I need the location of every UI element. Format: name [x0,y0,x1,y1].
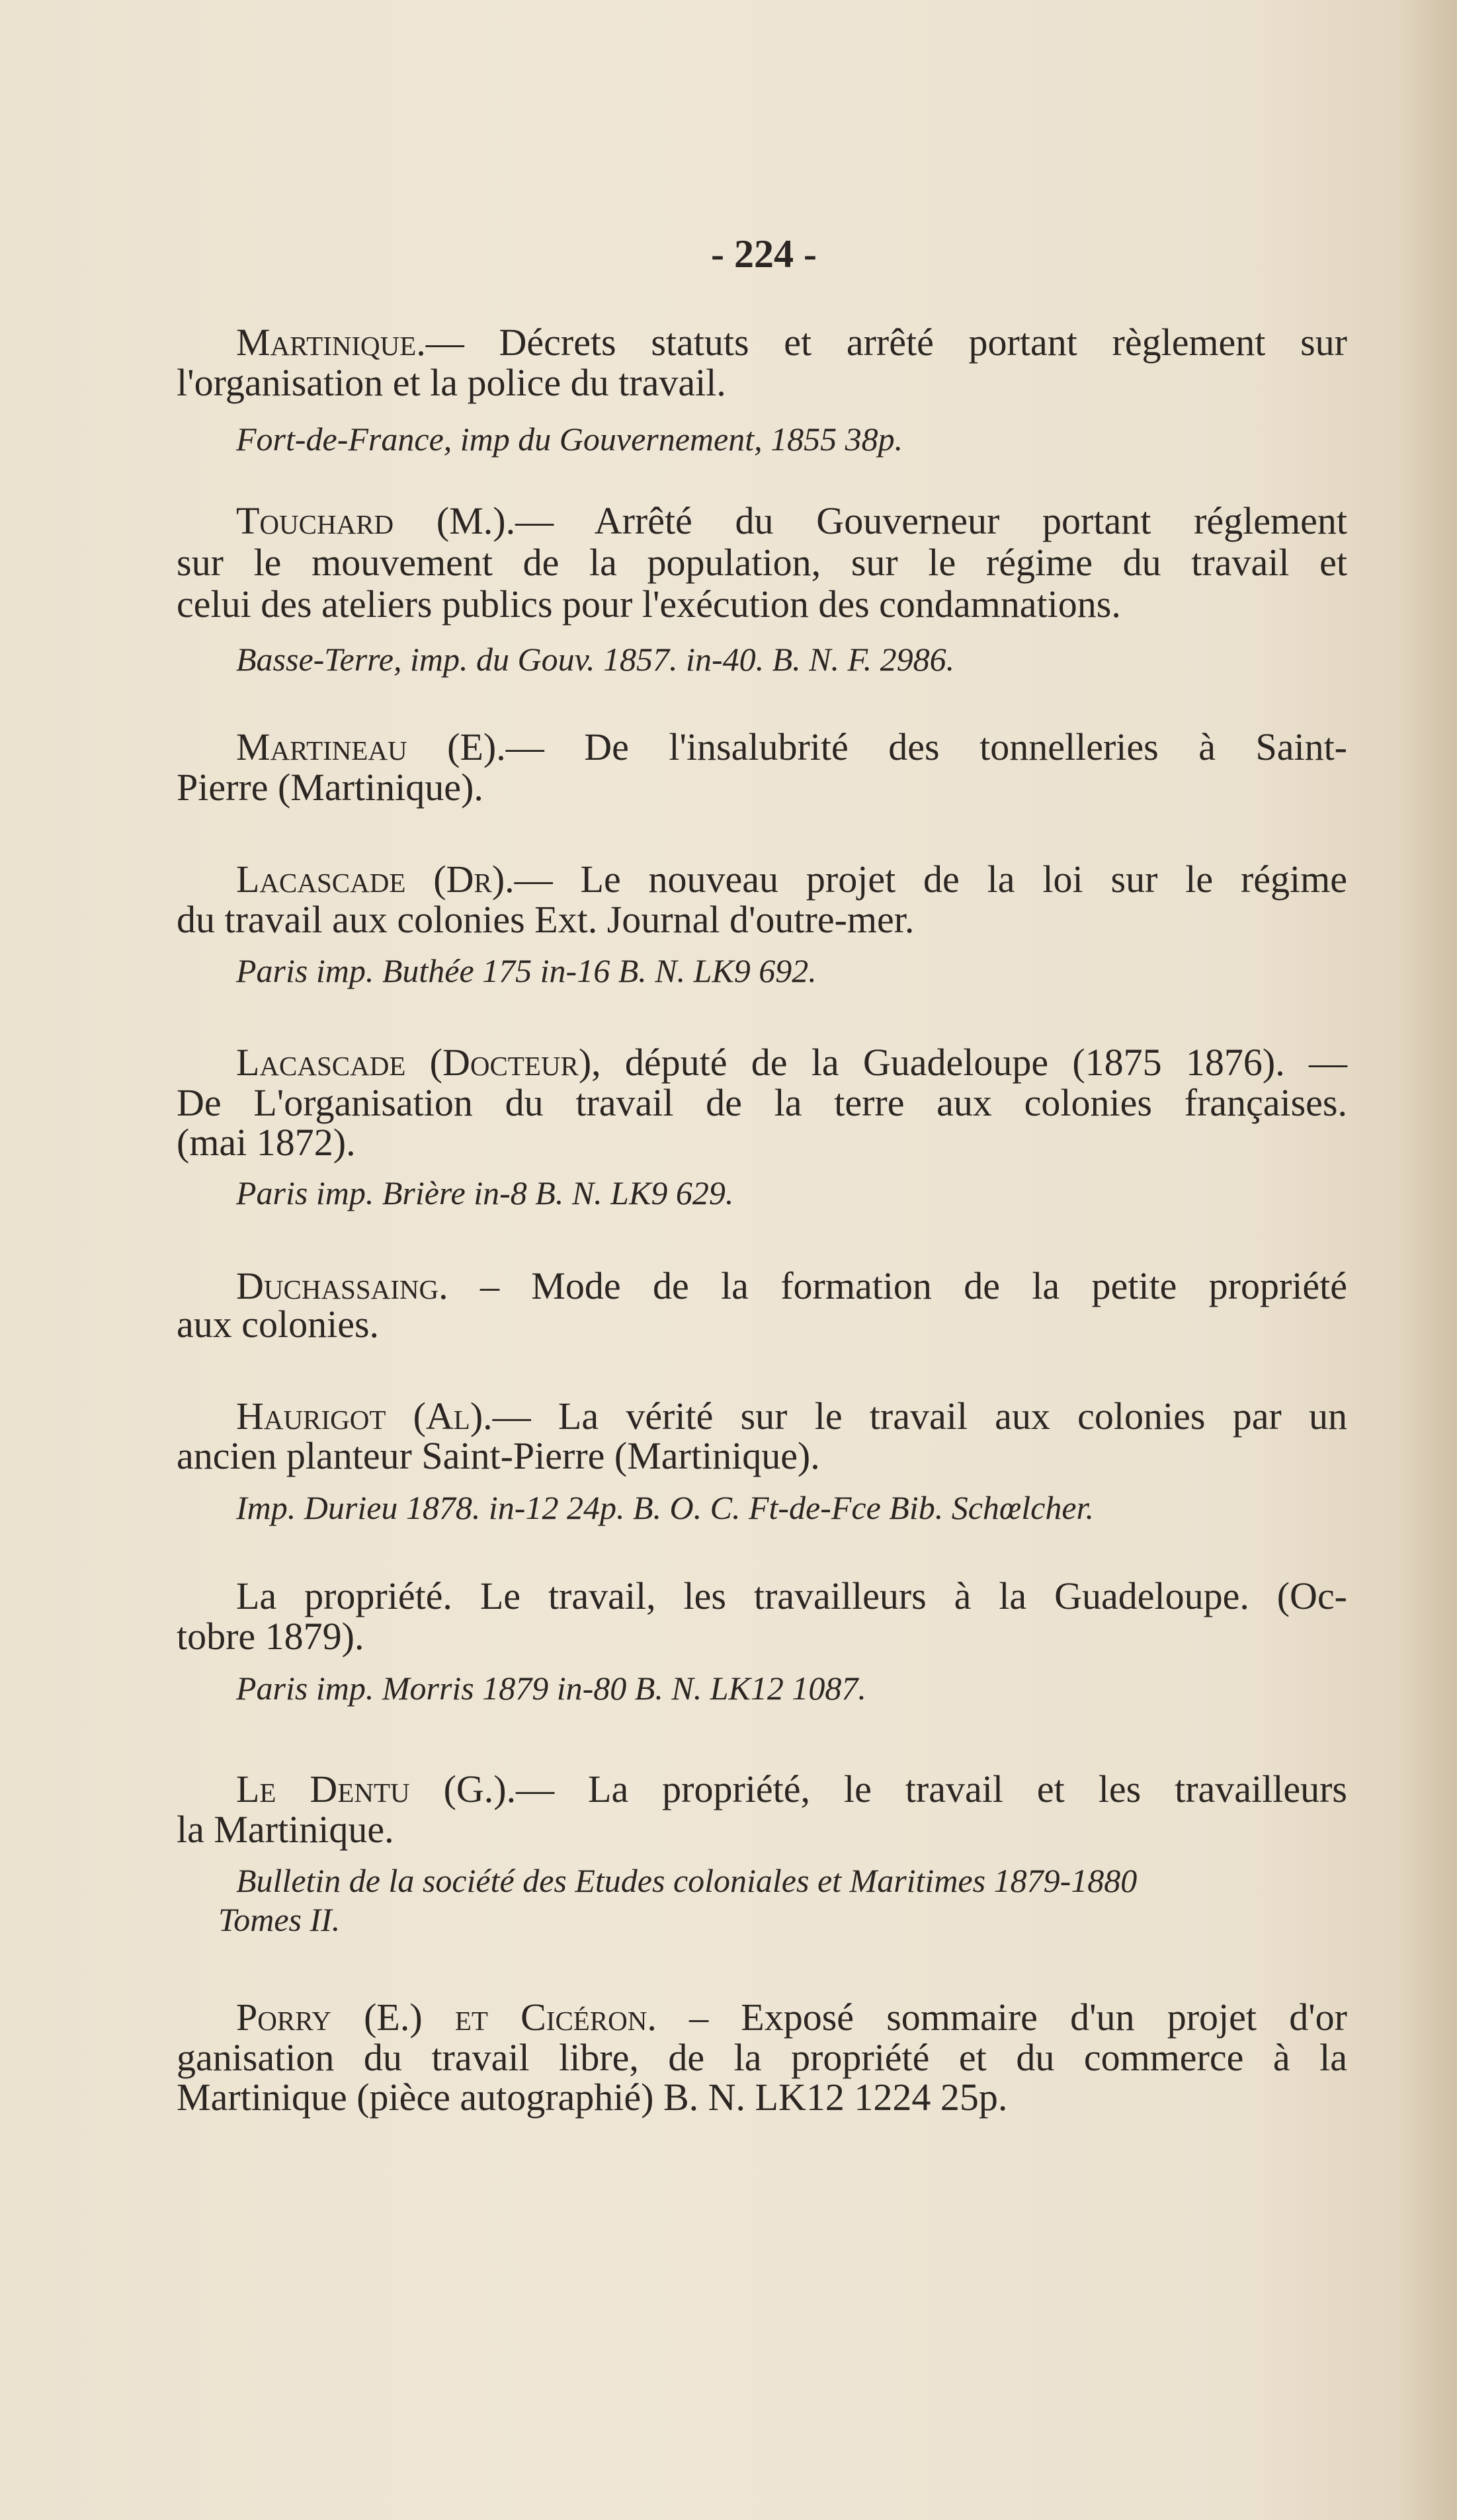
entry-author: Lacascade (Docteur), [236,1041,601,1084]
entry-text: sur le mouvement de la population, sur le régime du travail et [177,541,1347,584]
entry-text: — La vérité sur le travail aux colonies par un [492,1395,1347,1438]
page-number: - 224 - [711,232,817,276]
entry-imprint: Imp. Durieu 1878. in-12 24p. B. O. C. Ft-de-Fce Bib. Schœlcher. [236,1489,1094,1526]
entry-first-line [236,1768,1347,1810]
entry-line [177,899,1347,941]
entry-text: — De l'insalubrité des tonnelleries à Saint- [505,725,1347,768]
entry-author: Martineau (E). [236,725,506,768]
entry-line [177,1303,1347,1346]
entry-first-line [236,858,1347,901]
entry-first-line [236,1996,1347,2039]
entry-line [177,542,1347,584]
entry-imprint: Paris imp. Brière in-8 B. N. LK9 629. [236,1174,734,1211]
entry-line [177,1121,1347,1164]
entry-text: celui des ateliers publics pour l'exécution des condamnations. [177,583,1121,626]
entry-author: Duchassaing. [236,1264,448,1307]
entry-first-line [236,321,1347,364]
entry-text: aux colonies. [177,1303,380,1346]
entry-text: la Martinique. [177,1808,394,1851]
entry-line [177,766,1347,809]
entry-imprint: Tomes II. [218,1901,341,1938]
entry-text: tobre 1879). [177,1615,364,1658]
entry-text: — Décrets statuts et arrêté portant règlement sur [425,321,1347,364]
entry-imprint: Fort-de-France, imp du Gouvernement, 1855 38p. [236,421,903,458]
entry-first-line [236,500,1347,542]
entry-text: l'organisation et la police du travail. [177,361,726,404]
entry-text: — Arrêté du Gouverneur portant réglement [515,499,1347,542]
entry-author: Martinique. [236,321,426,364]
entry-text: Martinique (pièce autographié) B. N. LK12 1224 25p. [177,2076,1008,2119]
entry-text: ganisation du travail libre, de la propriété et du commerce à la [177,2036,1347,2079]
entry-text: La propriété. Le travail, les travailleurs à la Guadeloupe. (Oc- [236,1574,1347,1617]
entry-first-line [236,1265,1347,1307]
entry-text: ancien planteur Saint-Pierre (Martinique). [177,1434,820,1477]
entry-text: du travail aux colonies Ext. Journal d'outre-mer. [177,898,915,941]
entry-text: — La propriété, le travail et les travailleurs [516,1768,1347,1810]
entry-line [177,362,1347,404]
entry-line [177,1809,1347,1851]
entry-text: député de la Guadeloupe (1875 1876). — [601,1041,1347,1084]
entry-text: – Mode de la formation de la petite propriété [448,1264,1347,1307]
entry-first-line [236,1395,1347,1438]
entry-author: Haurigot (Al). [236,1395,493,1438]
entry-imprint: Bulletin de la société des Etudes coloniales et Maritimes 1879-1880 [236,1862,1138,1899]
entry-first-line [236,1575,1347,1617]
entry-line [177,1082,1347,1124]
entry-imprint: Paris imp. Morris 1879 in-80 B. N. LK12 1087. [236,1670,866,1707]
entry-author: Lacascade (Dr). [236,858,515,901]
entry-line [177,1615,1347,1658]
entry-author: Touchard (M.). [236,499,516,542]
entry-line [177,1435,1347,1477]
entry-text: Pierre (Martinique). [177,766,483,809]
entry-text: — Le nouveau projet de la loi sur le régime [514,858,1348,901]
entry-author: Le Dentu (G.). [236,1768,517,1810]
entry-author: Porry (E.) et Cicéron. [236,1996,657,2039]
entry-text: (mai 1872). [177,1121,356,1164]
entry-first-line [236,726,1347,768]
entry-text: – Exposé sommaire d'un projet d'or [656,1996,1347,2039]
entry-text: De L'organisation du travail de la terre aux colonies françaises. [177,1081,1347,1124]
entry-line [177,583,1347,626]
entry-imprint: Basse-Terre, imp. du Gouv. 1857. in-40. B. N. F. 2986. [236,641,955,678]
entry-first-line [236,1041,1347,1084]
entry-imprint: Paris imp. Buthée 175 in-16 B. N. LK9 692. [236,952,817,989]
entry-line [177,2037,1347,2079]
entry-line [177,2076,1347,2119]
